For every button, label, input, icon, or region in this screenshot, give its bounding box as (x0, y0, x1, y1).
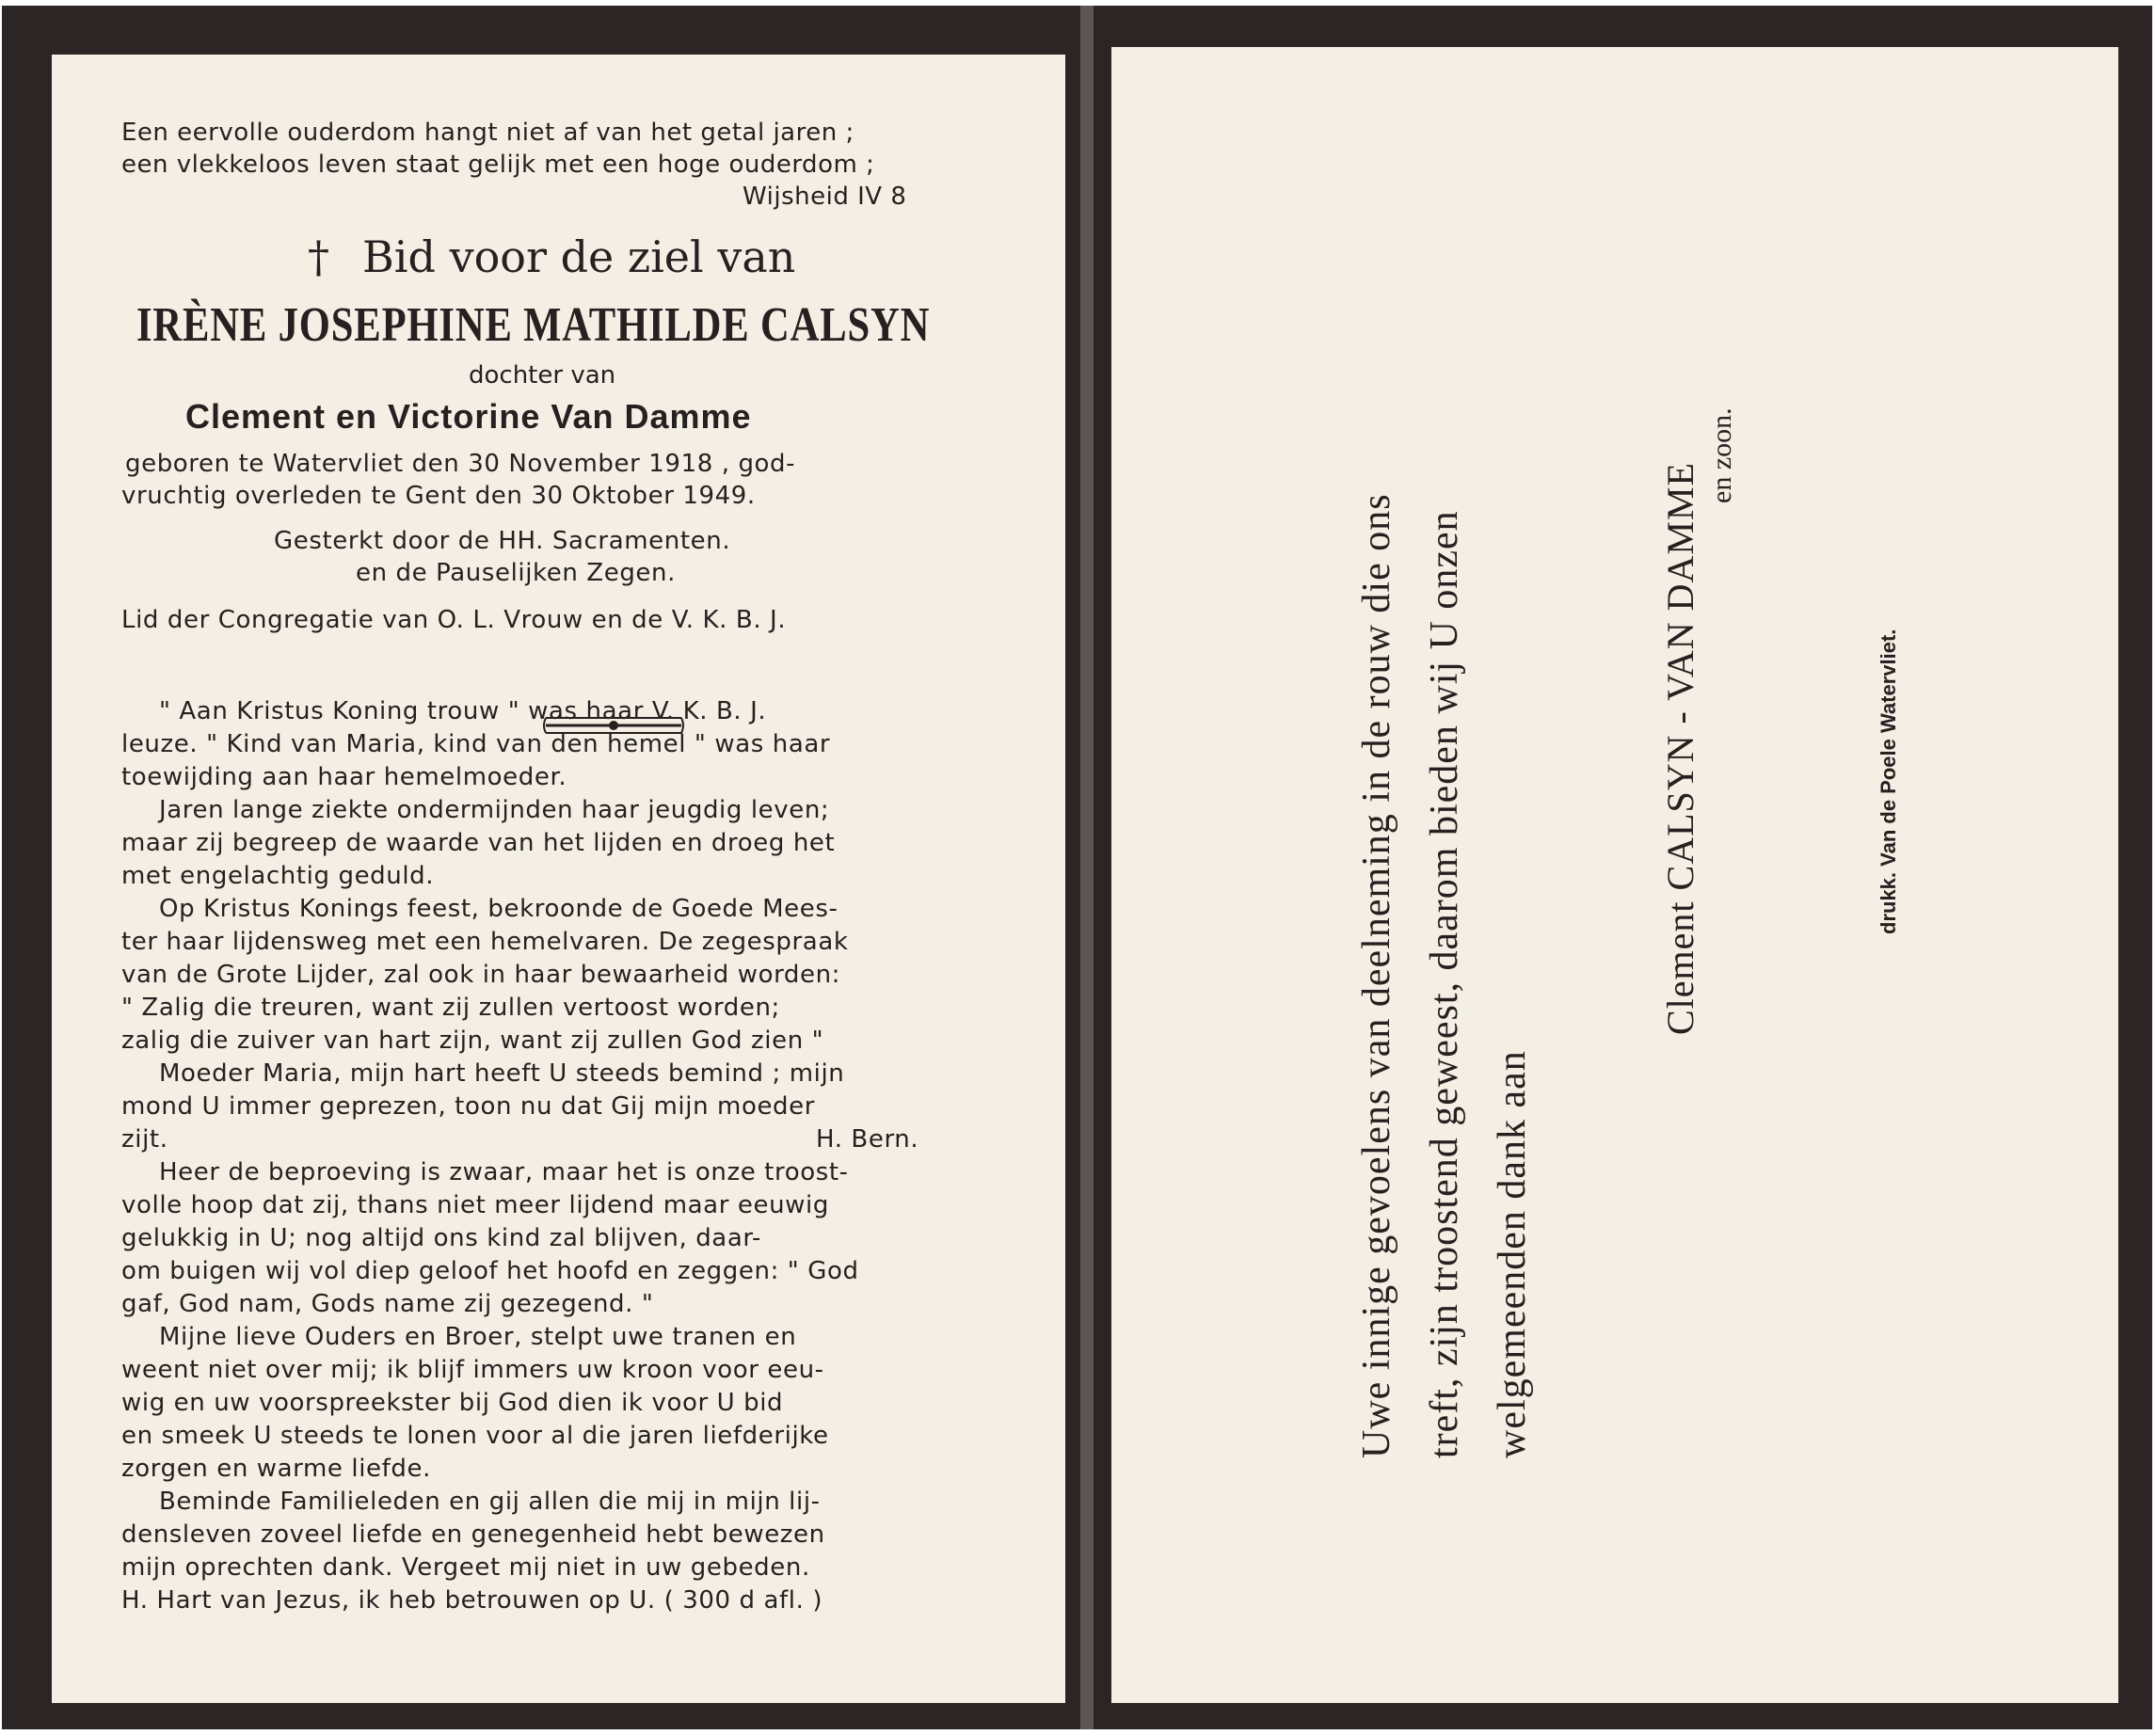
body-line-11: zalig die zuiver van hart zijn, want zij zullen God zien " (121, 1027, 824, 1055)
body-line-21: weent niet over mij; ik blijf immers uw kroon voor eeu- (121, 1356, 824, 1384)
printer-credit: drukk. Van de Poele Watervliet. (1877, 629, 1900, 934)
body-line-8: ter haar lijdensweg met een hemelvaren. De zegespraak (121, 928, 849, 956)
quote-attribution: H. Bern. (816, 1125, 919, 1154)
epigraph-source: Wijsheid IV 8 (743, 183, 907, 211)
body-line-26: densleven zoveel liefde en genegenheid hebt bewezen (121, 1520, 825, 1549)
body-line-10: " Zalig die treuren, want zij zullen vertoost worden; (121, 994, 780, 1022)
left-panel (52, 55, 1065, 1703)
body-line-1: " Aan Kristus Koning trouw " was haar V. K. B. J. (159, 697, 767, 725)
signature: Clement CALSYN - VAN DAMME (1659, 462, 1701, 1035)
death-line: vruchtig overleden te Gent den 30 Oktober 1949. (121, 482, 756, 510)
body-line-14: zijt. (121, 1125, 168, 1154)
body-line-17: gelukkig in U; nog altijd ons kind zal blijven, daar- (121, 1224, 761, 1252)
thanks-line-1: Uwe innige gevoelens van deelneming in de rouw die ons (1355, 493, 1398, 1458)
body-line-7: Op Kristus Konings feest, bekroonde de Goede Mees- (159, 895, 838, 923)
body-line-15: Heer de beproeving is zwaar, maar het is onze troost- (159, 1158, 849, 1186)
sacrament-line-2: en de Pauselijken Zegen. (356, 559, 676, 587)
cross-icon: † (308, 231, 329, 282)
body-line-20: Mijne lieve Ouders en Broer, stelpt uwe tranen en (159, 1323, 797, 1351)
body-line-16: volle hoop dat zij, thans niet meer lijdend maar eeuwig (121, 1191, 829, 1219)
body-line-5: maar zij begreep de waarde van het lijden en droeg het (121, 829, 836, 857)
body-line-19: gaf, God nam, Gods name zij gezegend. " (121, 1290, 654, 1318)
signature-suffix: en zoon. (1706, 407, 1737, 503)
body-line-13: mond U immer geprezen, toon nu dat Gij mijn moeder (121, 1092, 816, 1121)
body-line-3: toewijding aan haar hemelmoeder. (121, 763, 567, 791)
body-line-18: om buigen wij vol diep geloof het hoofd en zeggen: " God (121, 1257, 859, 1285)
body-line-22: wig en uw voorspreekster bij God dien ik voor U bid (121, 1389, 784, 1417)
deceased-name: IRÈNE JOSEPHINE MATHILDE CALSYN (136, 298, 931, 352)
body-line-2: leuze. " Kind van Maria, kind van den hemel " was haar (121, 730, 831, 758)
epigraph-line-2: een vlekkeloos leven staat gelijk met een hoge ouderdom ; (121, 151, 875, 179)
relation-label: dochter van (469, 361, 616, 390)
thanks-line-3: welgemeenden dank aan (1491, 1050, 1534, 1458)
prayer-heading: Bid voor de ziel van (362, 231, 796, 282)
birth-line: geboren te Watervliet den 30 November 1918 , god- (125, 450, 796, 478)
body-line-12: Moeder Maria, mijn hart heeft U steeds bemind ; mijn (159, 1059, 845, 1088)
sacrament-line-1: Gesterkt door de HH. Sacramenten. (274, 527, 731, 555)
body-line-25: Beminde Familieleden en gij allen die mij in mijn lij- (159, 1488, 821, 1516)
right-panel (1111, 47, 2118, 1703)
body-line-24: zorgen en warme liefde. (121, 1455, 431, 1483)
body-line-27: mijn oprechten dank. Vergeet mij niet in uw gebeden. (121, 1553, 810, 1582)
thanks-line-2: treft, zijn troostend geweest, daarom bieden wij U onzen (1423, 510, 1466, 1458)
parents-name: Clement en Victorine Van Damme (185, 397, 752, 436)
body-line-4: Jaren lange ziekte ondermijnden haar jeugdig leven; (159, 796, 830, 824)
body-line-23: en smeek U steeds te lonen voor al die jaren liefderijke (121, 1422, 829, 1450)
body-line-9: van de Grote Lijder, zal ook in haar bewaarheid worden: (121, 961, 841, 989)
body-line-6: met engelachtig geduld. (121, 862, 435, 890)
body-line-28: H. Hart van Jezus, ik heb betrouwen op U. ( 300 d afl. ) (121, 1586, 823, 1615)
card-fold (1080, 6, 1094, 1729)
epigraph-line-1: Een eervolle ouderdom hangt niet af van het getal jaren ; (121, 119, 854, 147)
membership-line: Lid der Congregatie van O. L. Vrouw en de V. K. B. J. (121, 606, 787, 634)
